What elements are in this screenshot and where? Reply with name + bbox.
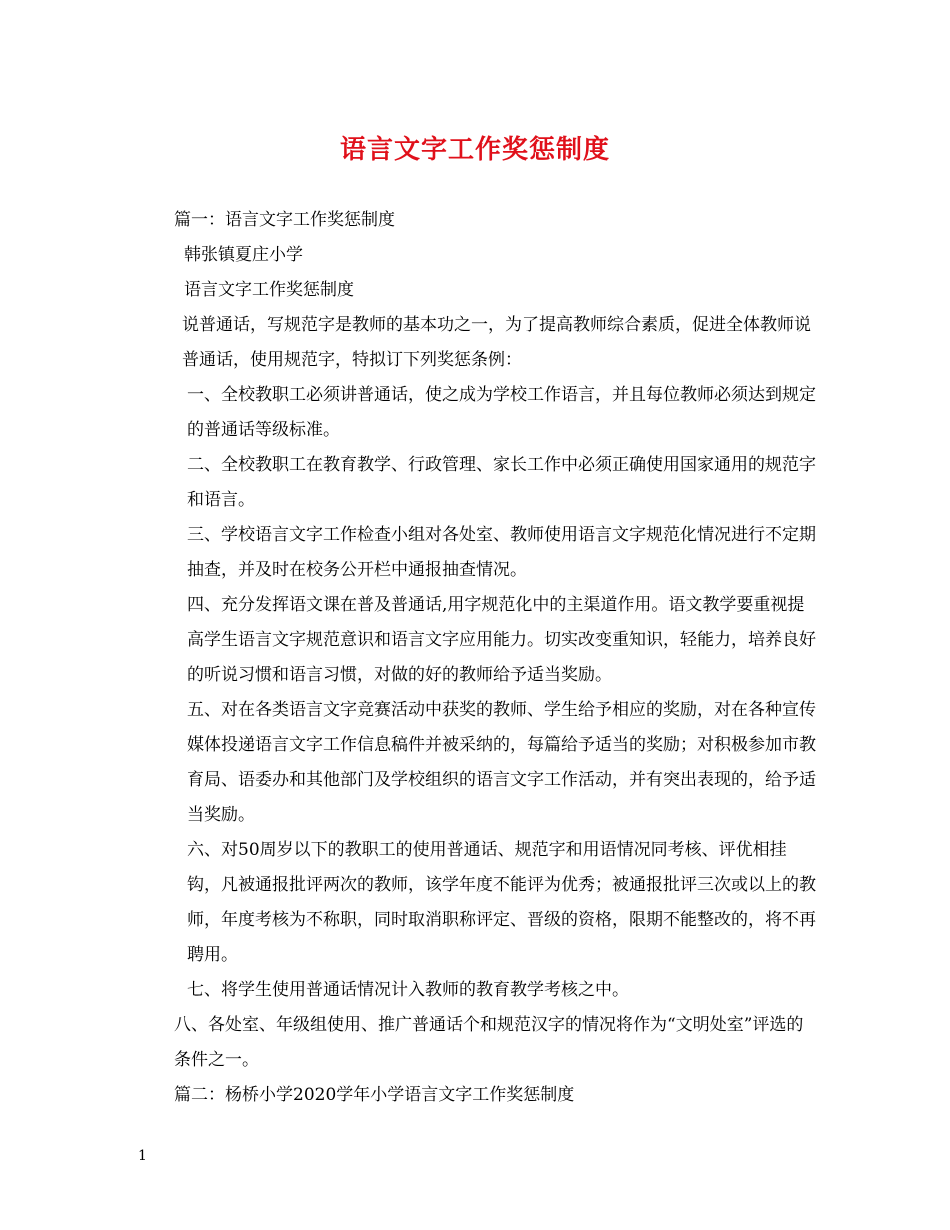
paragraph-intro: 说普通话，写规范字是教师的基本功之一，为了提高教师综合素质，促进全体教师说普通话，使用规范字，特拟订下列奖惩条例： bbox=[182, 315, 811, 370]
paragraph-section-one-heading: 篇一：语言文字工作奖惩制度 bbox=[174, 210, 395, 230]
paragraph-school-name: 韩张镇夏庄小学 bbox=[184, 245, 303, 265]
paragraph-rule-5: 五、对在各类语言文字竞赛活动中获奖的教师、学生给予相应的奖励，对在各种宣传媒体投递语言文字工作信息稿件并被采纳的，每篇给予适当的奖励；对积极参加市教育局、语委办和其他部门及学校组织的语言文字工作活动，并有突出表现的，给予适当奖励。 bbox=[187, 700, 816, 825]
paragraph-rule-2: 二、全校教职工在教育教学、行政管理、家长工作中必须正确使用国家通用的规范字和语言。 bbox=[187, 455, 816, 510]
paragraph-rule-4: 四、充分发挥语文课在普及普通话,用字规范化中的主渠道作用。语文教学要重视提高学生语言文字规范意识和语言文字应用能力。切实改变重知识，轻能力，培养良好的听说习惯和语言习惯，对做的好的教师给予适当奖励。 bbox=[187, 595, 816, 685]
paragraph-rule-8: 八、各处室、年级组使用、推广普通话个和规范汉字的情况将作为“文明处室”评选的条件之一。 bbox=[174, 1015, 804, 1070]
paragraph-rule-7: 七、将学生使用普通话情况计入教师的教育教学考核之中。 bbox=[187, 980, 629, 1000]
paragraph-rule-1: 一、全校教职工必须讲普通话，使之成为学校工作语言，并且每位教师必须达到规定的普通话等级标准。 bbox=[187, 385, 816, 440]
document-body bbox=[138, 203, 818, 1113]
paragraph-rule-6: 六、对50周岁以下的教职工的使用普通话、规范字和用语情况同考核、评优相挂钩，凡被通报批评两次的教师，该学年度不能评为优秀；被通报批评三次或以上的教师，年度考核为不称职，同时取消职称评定、晋级的资格，限期不能整改的，将不再聘用。 bbox=[187, 840, 816, 965]
paragraph-subtitle: 语言文字工作奖惩制度 bbox=[184, 280, 354, 300]
document-title: 语言文字工作奖惩制度 bbox=[339, 135, 610, 165]
page-number: 1 bbox=[138, 1148, 147, 1164]
paragraph-rule-3: 三、学校语言文字工作检查小组对各处室、教师使用语言文字规范化情况进行不定期抽查，并及时在校务公开栏中通报抽查情况。 bbox=[187, 525, 816, 580]
paragraph-section-two-heading: 篇二：杨桥小学2020学年小学语言文字工作奖惩制度 bbox=[174, 1085, 575, 1105]
